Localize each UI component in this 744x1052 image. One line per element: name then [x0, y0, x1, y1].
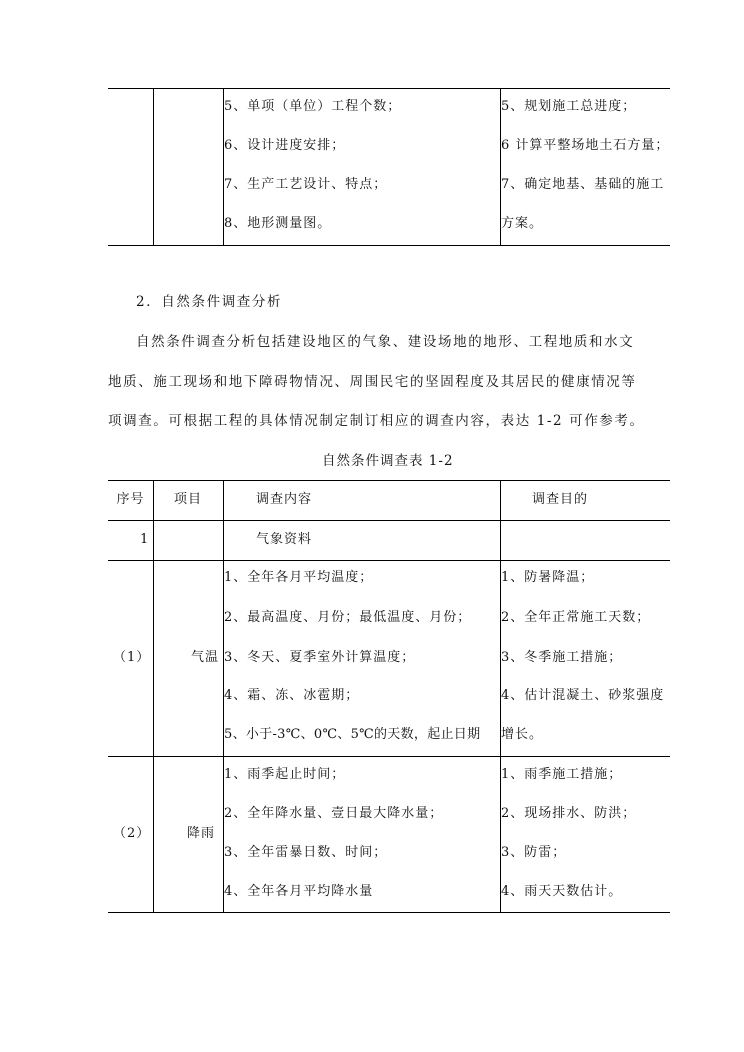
row2-content-line: 1、全年各月平均温度；	[224, 570, 374, 585]
row2-purpose-line: 2、全年正常施工天数；	[501, 610, 651, 625]
row3-number: （2）	[113, 826, 151, 841]
top-table-purpose-line: 7、确定地基、基础的施工	[501, 177, 665, 192]
row2-content-line: 3、冬天、夏季室外计算温度；	[224, 650, 416, 665]
table-rule	[108, 912, 670, 913]
row3-purpose-line: 4、雨天天数估计。	[501, 884, 623, 899]
table-rule	[108, 520, 670, 521]
row2-content-line: 4、霜、冻、冰雹期；	[224, 688, 360, 703]
top-table-purpose-line: 方案。	[501, 216, 544, 231]
row1-content: 气象资料	[256, 532, 313, 547]
row2-content-line: 2、最高温度、月份；最低温度、月份；	[224, 610, 472, 625]
table-rule	[108, 480, 670, 481]
top-table-top-rule	[108, 88, 670, 89]
row3-item: 降雨	[187, 826, 216, 841]
top-table-content-line: 7、生产工艺设计、特点；	[224, 177, 388, 192]
section-paragraph-line: 项调查。可根据工程的具体情况制定制订相应的调查内容，表达 1-2 可作参考。	[108, 413, 645, 429]
section-paragraph-line: 地质、施工现场和地下障碍物情况、周围民宅的坚固程度及其居民的健康情况等	[108, 374, 637, 390]
table-rule	[108, 756, 670, 757]
row3-purpose-line: 1、雨季施工措施；	[501, 767, 623, 782]
table-caption: 自然条件调查表 1-2	[322, 453, 454, 469]
row3-content-line: 2、全年降水量、壹日最大降水量；	[224, 806, 444, 821]
row3-purpose-line: 2、现场排水、防洪；	[501, 806, 637, 821]
header-content: 调查内容	[256, 492, 313, 507]
row2-purpose-line: 3、冬季施工措施；	[501, 650, 623, 665]
row3-content-line: 3、全年雷暴日数、时间；	[224, 845, 388, 860]
top-table-col-divider	[153, 88, 154, 245]
section-heading: 2．自然条件调查分析	[136, 294, 283, 310]
table-col-divider	[153, 480, 154, 912]
row3-content-line: 1、雨季起止时间；	[224, 767, 346, 782]
row2-purpose-line: 增长。	[501, 727, 544, 742]
top-table-bottom-rule	[108, 245, 670, 246]
top-table-content-line: 6、设计进度安排；	[224, 138, 346, 153]
header-item: 项目	[173, 492, 202, 507]
header-number: 序号	[116, 492, 145, 507]
top-table-content-line: 5、单项（单位）工程个数；	[224, 99, 402, 114]
row2-number: （1）	[113, 650, 151, 665]
header-purpose: 调查目的	[532, 492, 589, 507]
row3-content-line: 4、全年各月平均降水量	[224, 884, 374, 899]
top-table-content-line: 8、地形测量图。	[224, 216, 332, 231]
row2-content-line: 5、小于-3℃、0℃、5℃的天数，起止日期	[224, 727, 481, 742]
row1-number: 1	[140, 532, 150, 547]
top-table-purpose-line: 6 计算平整场地土石方量；	[501, 138, 670, 153]
row3-purpose-line: 3、防雷；	[501, 845, 567, 860]
row2-purpose-line: 1、防暑降温；	[501, 570, 595, 585]
table-rule	[108, 560, 670, 561]
section-paragraph-line: 自然条件调查分析包括建设地区的气象、建设场地的地形、工程地质和水文	[136, 334, 635, 350]
top-table-purpose-line: 5、规划施工总进度；	[501, 99, 637, 114]
row2-purpose-line: 4、估计混凝土、砂浆强度	[501, 688, 665, 703]
row2-item: 气温	[191, 650, 220, 665]
